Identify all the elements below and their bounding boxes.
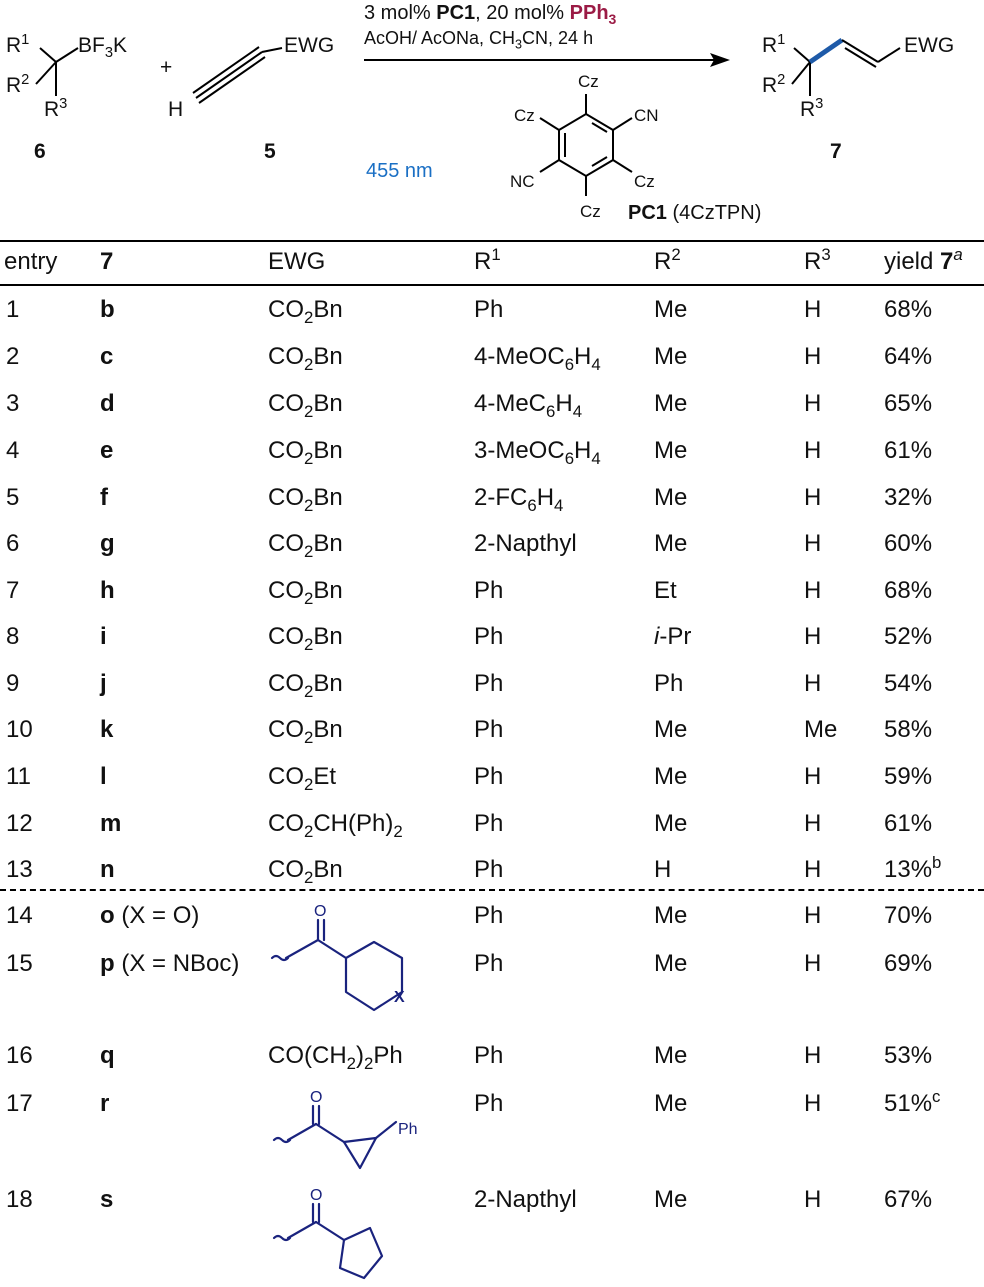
catalyst-cz-top: Cz <box>578 72 599 91</box>
product-id: s <box>100 1186 114 1213</box>
r2-cell: Ph <box>654 670 684 697</box>
entry-number: 5 <box>6 484 20 511</box>
r1-cell: Ph <box>474 763 504 790</box>
r3-cell: Me <box>804 716 838 743</box>
product-r3: $R^3$ <box>800 96 824 121</box>
r3-cell: H <box>804 950 822 977</box>
product-id: m <box>100 810 122 837</box>
ewg-cell: $CO_2CH(Ph)_2$ <box>268 810 403 841</box>
reactant-6-r2: $R^2$ <box>6 72 30 97</box>
header-r3: $R^3$ <box>804 245 831 275</box>
entry-number: 11 <box>6 763 31 790</box>
yield-cell: 61% <box>884 810 933 837</box>
r3-cell: H <box>804 390 822 417</box>
product-id: f <box>100 484 108 511</box>
reactant-5-label: 5 <box>264 140 276 163</box>
r1-cell: Ph <box>474 856 504 883</box>
product-id: g <box>100 530 115 557</box>
ewg-cell: $CO_2Bn$ <box>268 343 343 374</box>
r3-cell: H <box>804 437 822 464</box>
cyclopentyl-o-label: O <box>310 1187 323 1204</box>
oxane-x-label: X <box>394 989 405 1006</box>
r2-cell: Me <box>654 484 688 511</box>
r3-cell: H <box>804 1186 822 1213</box>
oxane-o-label: O <box>314 903 327 920</box>
cyclopropyl-ph-label: Ph <box>398 1121 418 1138</box>
r1-cell: Ph <box>474 1042 504 1069</box>
ewg-cell: $CO_2Bn$ <box>268 437 343 468</box>
entry-number: 1 <box>6 296 20 323</box>
entry-number: 2 <box>6 343 20 370</box>
yield-cell: 68% <box>884 577 933 604</box>
r1-cell: Ph <box>474 623 504 650</box>
yield-cell: 65% <box>884 390 933 417</box>
yield-cell: 61% <box>884 437 933 464</box>
r1-cell: Ph <box>474 670 504 697</box>
alkyne-h: H <box>168 98 184 121</box>
yield-cell: 13%$^b$ <box>884 853 942 883</box>
ewg-cell: $CO(CH_2)_2Ph$ <box>268 1042 403 1073</box>
yield-cell: 58% <box>884 716 933 743</box>
yield-cell: 54% <box>884 670 933 697</box>
cyclopropyl-o-label: O <box>310 1089 323 1106</box>
header-yield: yield 7$^a$ <box>884 245 963 275</box>
r1-cell: Ph <box>474 902 504 929</box>
r1-cell: Ph <box>474 296 504 323</box>
ewg-cell: $CO_2Bn$ <box>268 670 343 701</box>
light-wavelength: 455 nm <box>366 160 433 182</box>
r3-cell: H <box>804 1042 822 1069</box>
yield-cell: 67% <box>884 1186 933 1213</box>
r3-cell: H <box>804 670 822 697</box>
yield-cell: 60% <box>884 530 933 557</box>
catalyst-name: PC1 (4CzTPN) <box>628 202 762 224</box>
header-product: 7 <box>100 248 114 275</box>
r2-cell: Me <box>654 390 688 417</box>
entry-number: 10 <box>6 716 33 743</box>
product-id: d <box>100 390 115 417</box>
r3-cell: H <box>804 763 822 790</box>
conditions-line-2: AcOH/ AcONa, $CH_3CN$, 24 h <box>364 28 594 52</box>
plus-sign: + <box>160 56 173 79</box>
product-id: q <box>100 1042 115 1069</box>
ewg-cell: $CO_2Bn$ <box>268 484 343 515</box>
yield-cell: 51%$^c$ <box>884 1087 941 1117</box>
r3-cell: H <box>804 530 822 557</box>
r2-cell: Me <box>654 810 688 837</box>
r2-cell: Me <box>654 1090 688 1117</box>
product-id: p (X = NBoc) <box>100 950 240 977</box>
product-id: r <box>100 1090 110 1117</box>
entry-number: 16 <box>6 1042 33 1069</box>
entry-number: 3 <box>6 390 20 417</box>
reactant-6-label: 6 <box>34 140 46 163</box>
r1-cell: $4-MeOC_6H_4$ <box>474 343 601 374</box>
yield-cell: 53% <box>884 1042 933 1069</box>
header-entry: entry <box>4 248 58 275</box>
r1-cell: Ph <box>474 716 504 743</box>
product-r2: $R^2$ <box>762 72 786 97</box>
yield-cell: 52% <box>884 623 933 650</box>
product-id: b <box>100 296 115 323</box>
r2-cell: Me <box>654 530 688 557</box>
entry-number: 9 <box>6 670 20 697</box>
r3-cell: H <box>804 623 822 650</box>
r3-cell: H <box>804 577 822 604</box>
r3-cell: H <box>804 810 822 837</box>
product-id: h <box>100 577 115 604</box>
catalyst-cz-left: Cz <box>514 106 535 125</box>
catalyst-cn-right: CN <box>634 106 659 125</box>
header-r1: $R^1$ <box>474 245 501 275</box>
catalyst-cz-right: Cz <box>634 172 655 191</box>
product-ewg: EWG <box>904 34 955 57</box>
r1-cell: Ph <box>474 950 504 977</box>
r2-cell: Me <box>654 902 688 929</box>
product-id: l <box>100 763 107 790</box>
ewg-cell: $CO_2Bn$ <box>268 623 343 654</box>
conditions-line-1: 3 mol% PC1, 20 mol% PPh$_3$ <box>364 2 617 27</box>
entry-number: 8 <box>6 623 20 650</box>
catalyst-cz-bottom: Cz <box>580 202 601 221</box>
r2-cell: Me <box>654 763 688 790</box>
product-id: k <box>100 716 114 743</box>
entry-number: 12 <box>6 810 33 837</box>
r1-cell: Ph <box>474 577 504 604</box>
entry-number: 4 <box>6 437 20 464</box>
yield-cell: 64% <box>884 343 933 370</box>
r1-cell: Ph <box>474 1090 504 1117</box>
product-r1: $R^1$ <box>762 32 786 57</box>
r2-cell: Me <box>654 343 688 370</box>
reactant-6-bf3k: $BF_3K$ <box>78 34 128 62</box>
ewg-cell: $CO_2Bn$ <box>268 296 343 327</box>
r1-cell: $3-MeOC_6H_4$ <box>474 437 601 468</box>
r2-cell: Me <box>654 437 688 464</box>
ewg-cell: $CO_2Bn$ <box>268 577 343 608</box>
yield-cell: 32% <box>884 484 933 511</box>
entry-number: 13 <box>6 856 33 883</box>
product-id: e <box>100 437 114 464</box>
r1-cell: $2-FC_6H_4$ <box>474 484 564 515</box>
product-id: n <box>100 856 115 883</box>
product-id: o (X = O) <box>100 902 200 929</box>
product-7-label: 7 <box>830 140 842 163</box>
product-id: c <box>100 343 114 370</box>
ewg-cell: $CO_2Et$ <box>268 763 337 794</box>
entry-number: 17 <box>6 1090 33 1117</box>
ewg-cell: $CO_2Bn$ <box>268 716 343 747</box>
ewg-cell: $CO_2Bn$ <box>268 530 343 561</box>
r2-cell: i-Pr <box>654 623 692 650</box>
reactant-6-r1: $R^1$ <box>6 32 30 57</box>
r3-cell: H <box>804 902 822 929</box>
entry-number: 7 <box>6 577 20 604</box>
r1-cell: 2-Napthyl <box>474 530 577 557</box>
r2-cell: Et <box>654 577 677 604</box>
header-ewg: EWG <box>268 248 326 275</box>
r3-cell: H <box>804 1090 822 1117</box>
r3-cell: H <box>804 484 822 511</box>
yield-cell: 69% <box>884 950 933 977</box>
r3-cell: H <box>804 296 822 323</box>
r2-cell: Me <box>654 1186 688 1213</box>
ewg-cell: $CO_2Bn$ <box>268 390 343 421</box>
header-r2: $R^2$ <box>654 245 681 275</box>
r1-cell: 2-Napthyl <box>474 1186 577 1213</box>
r1-cell: Ph <box>474 810 504 837</box>
r2-cell: Me <box>654 950 688 977</box>
r2-cell: Me <box>654 1042 688 1069</box>
catalyst-nc-left: NC <box>510 172 535 191</box>
r1-cell: $4-MeC_6H_4$ <box>474 390 583 421</box>
yield-cell: 70% <box>884 902 933 929</box>
entry-number: 15 <box>6 950 33 977</box>
reactant-6-r3: $R^3$ <box>44 96 68 121</box>
r3-cell: H <box>804 856 822 883</box>
r3-cell: H <box>804 343 822 370</box>
alkyne-ewg: EWG <box>284 34 335 57</box>
entry-number: 18 <box>6 1186 33 1213</box>
product-id: i <box>100 623 107 650</box>
yield-cell: 68% <box>884 296 933 323</box>
entry-number: 6 <box>6 530 20 557</box>
r2-cell: Me <box>654 296 688 323</box>
product-id: j <box>100 670 107 697</box>
entry-number: 14 <box>6 902 33 929</box>
r2-cell: Me <box>654 716 688 743</box>
yield-cell: 59% <box>884 763 933 790</box>
ewg-cell: $CO_2Bn$ <box>268 856 343 887</box>
r2-cell: H <box>654 856 672 883</box>
